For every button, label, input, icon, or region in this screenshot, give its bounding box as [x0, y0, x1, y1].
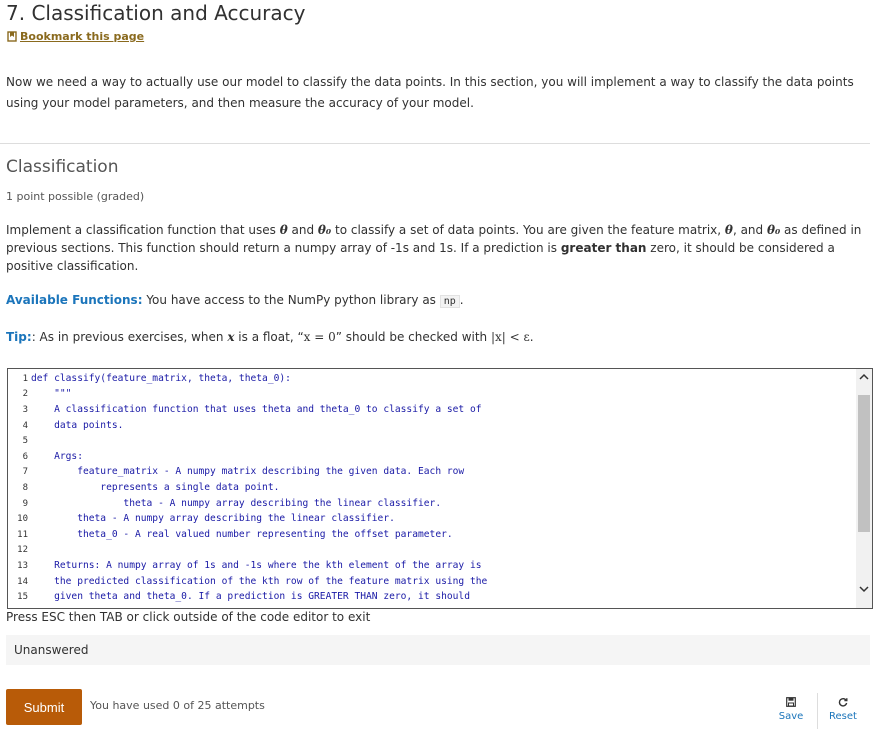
tip-x: x [227, 330, 235, 344]
tip-part: is a float, “ [234, 330, 304, 344]
attempts-count: You have used 0 of 25 attempts [90, 699, 265, 712]
code-line: the predicted classification of the kth row of the feature matrix using the [31, 576, 488, 587]
points-possible: 1 point possible (graded) [6, 190, 145, 203]
theta0-symbol: θ₀ [766, 223, 781, 237]
line-number: 14 [17, 577, 28, 587]
problem-description [6, 221, 872, 275]
np-code: np [440, 295, 460, 308]
tip-end: . [529, 330, 534, 344]
bookmark-link[interactable] [7, 30, 144, 43]
editor-scrollbar[interactable] [856, 369, 872, 608]
line-number: 5 [22, 436, 28, 446]
scrollbar-thumb[interactable] [858, 395, 870, 532]
problem-title: Classification [6, 157, 119, 177]
line-number: 1 [22, 374, 28, 384]
desc-emphasis: greater than [560, 241, 647, 255]
code-line: Returns: A numpy array of 1s and -1s where the kth element of the array is [31, 560, 482, 571]
theta-symbol: θ [724, 223, 733, 237]
line-number: 3 [22, 405, 28, 415]
available-end: . [459, 293, 464, 307]
code-line: represents a single data point. [31, 482, 280, 493]
reset-button[interactable] [823, 697, 863, 722]
line-number: 10 [17, 514, 28, 524]
line-number: 9 [22, 499, 28, 509]
bookmark-icon [7, 31, 17, 42]
tip-equation: x = 0 [303, 330, 336, 344]
save-label: Save [778, 711, 804, 722]
desc-part: and [287, 223, 318, 237]
tip-abs: |x| < ε [490, 330, 530, 344]
section-divider [0, 143, 870, 144]
line-number: 4 [22, 421, 28, 431]
line-number: 2 [22, 389, 28, 399]
editor-exit-hint: Press ESC then TAB or click outside of the code editor to exit [6, 610, 371, 624]
code-line: """ [31, 388, 72, 399]
line-number: 7 [22, 467, 28, 477]
refresh-icon [823, 697, 863, 711]
desc-part: , and [732, 223, 767, 237]
desc-part: Implement a classification function that uses [6, 223, 280, 237]
answer-status [6, 635, 870, 665]
desc-part: to classify a set of data points. You are given the feature matrix, [331, 223, 725, 237]
line-number: 8 [22, 483, 28, 493]
page-title: 7. Classification and Accuracy [6, 1, 306, 25]
submit-button[interactable]: Submit [6, 689, 82, 725]
available-functions [6, 293, 464, 307]
code-line: data points. [31, 420, 124, 431]
theta-symbol: θ [279, 223, 288, 237]
tip-part: ” should be checked with [335, 330, 491, 344]
desc-part: as defined in previous sections. This function should return a numpy array of -1s and 1s. If a prediction is [6, 223, 862, 255]
theta0-symbol: θ₀ [317, 223, 332, 237]
code-line: theta - A numpy array describing the linear classifier. [31, 513, 395, 524]
available-label: Available Functions: [6, 293, 143, 307]
chevron-down-icon[interactable] [856, 585, 872, 596]
available-text: You have access to the NumPy python library as [142, 293, 440, 307]
code-line: def classify(feature_matrix, theta, theta_0): [31, 373, 291, 384]
intro-text: Now we need a way to actually use our model to classify the data points. In this section, you will implement a way to classify the data points using your model parameters, and then measure the accuracy of your model. [6, 75, 854, 110]
line-number: 13 [17, 561, 28, 571]
save-icon [771, 697, 811, 711]
desc-part: zero, it should be considered a positive classification. [6, 241, 835, 273]
line-number: 15 [17, 592, 28, 602]
code-line: Args: [31, 451, 83, 462]
tip-label: Tip: [6, 330, 32, 344]
line-number: 6 [22, 452, 28, 462]
chevron-up-icon[interactable] [856, 373, 872, 384]
tip-part: : As in previous exercises, when [31, 330, 228, 344]
line-number: 12 [17, 545, 28, 555]
code-line: theta_0 - A real valued number representing the offset parameter. [31, 529, 453, 540]
code-editor[interactable] [7, 368, 873, 609]
bookmark-label: Bookmark this page [20, 30, 145, 43]
tip-text [6, 330, 534, 344]
code-line: feature_matrix - A numpy matrix describing the given data. Each row [31, 466, 465, 477]
reset-label: Reset [829, 711, 857, 722]
action-divider [817, 693, 818, 729]
code-line: A classification function that uses theta and theta_0 to classify a set of [31, 404, 482, 415]
status-text: Unanswered [14, 643, 89, 657]
save-button[interactable] [771, 697, 811, 722]
line-number: 11 [17, 530, 28, 540]
code-line: theta - A numpy array describing the linear classifier. [31, 498, 442, 509]
code-line: given theta and theta_0. If a prediction is GREATER THAN zero, it should [31, 591, 470, 602]
